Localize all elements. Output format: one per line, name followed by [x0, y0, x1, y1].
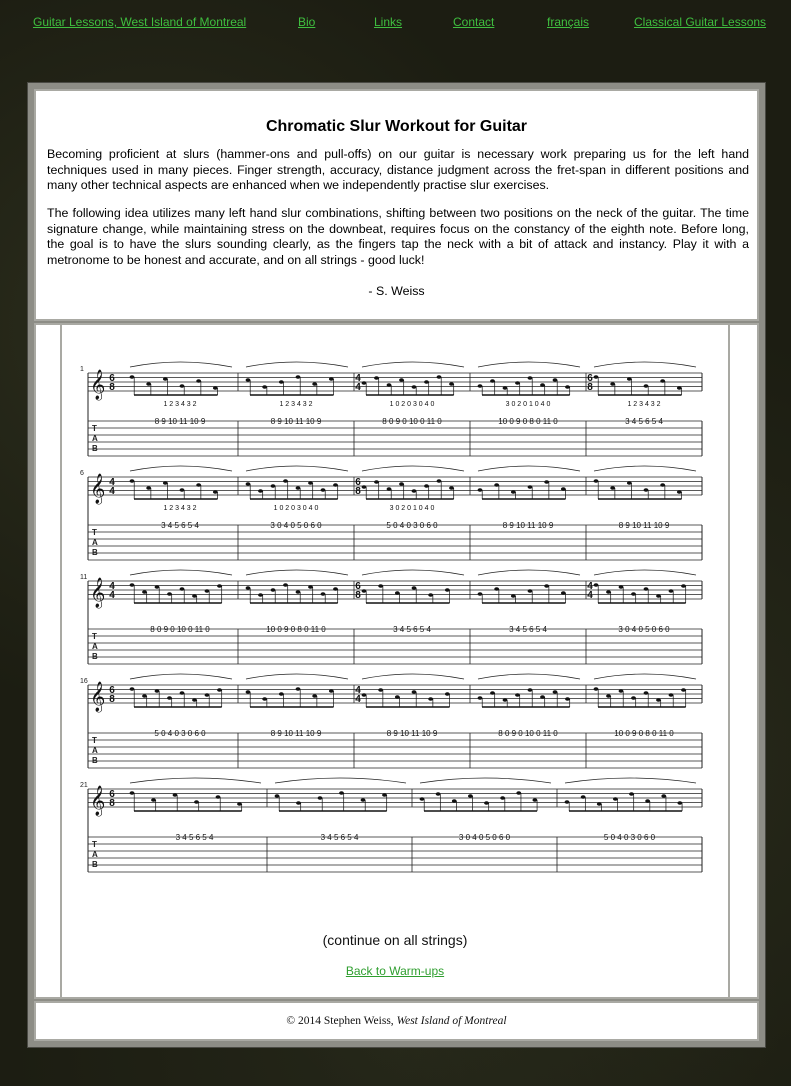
- note-head: [528, 376, 533, 380]
- tab-numbers: 10 0 9 0 8 0 11 0: [498, 417, 558, 426]
- slur-arc: [362, 674, 464, 679]
- note-head: [445, 692, 450, 696]
- tab-letter: A: [92, 642, 98, 651]
- note-head: [428, 593, 433, 597]
- note-head: [677, 801, 682, 805]
- note-head: [478, 384, 483, 388]
- content-frame: [27, 82, 766, 1048]
- note-head: [532, 798, 537, 802]
- note-head: [437, 479, 442, 483]
- note-head: [561, 487, 566, 491]
- note-head: [449, 486, 454, 490]
- slur-arc: [130, 362, 232, 367]
- note-head: [606, 590, 611, 594]
- note-head: [594, 583, 599, 587]
- score-panel: [34, 323, 759, 999]
- note-head: [283, 479, 288, 483]
- music-score: [62, 345, 724, 935]
- note-head: [656, 698, 661, 702]
- note-head: [258, 593, 263, 597]
- time-signature-bottom: 4: [355, 694, 361, 705]
- treble-clef: 𝄞: [90, 473, 106, 503]
- note-head: [565, 385, 570, 389]
- note-head: [660, 483, 665, 487]
- slur-arc: [130, 466, 232, 471]
- note-head: [629, 792, 634, 796]
- note-head: [540, 695, 545, 699]
- note-head: [329, 377, 334, 381]
- nav-link-bio[interactable]: Bio: [298, 15, 316, 29]
- note-head: [192, 698, 197, 702]
- tab-numbers: 8 0 9 0 10 0 11 0: [498, 729, 558, 738]
- note-head: [318, 796, 323, 800]
- note-head: [130, 479, 135, 483]
- nav-link-francais[interactable]: français: [547, 15, 590, 29]
- note-head: [644, 488, 649, 492]
- note-head: [395, 591, 400, 595]
- time-signature-top: 4: [109, 477, 115, 488]
- note-head: [321, 488, 326, 492]
- slur-arc: [478, 674, 580, 679]
- note-head: [494, 483, 499, 487]
- note-head: [490, 691, 495, 695]
- fingering: 1 2 3 4 3 2: [163, 401, 197, 408]
- note-head: [420, 797, 425, 801]
- tab-numbers: 8 9 10 11 10 9: [270, 729, 322, 738]
- note-head: [155, 689, 160, 693]
- note-head: [279, 692, 284, 696]
- slur-arc: [594, 674, 696, 679]
- note-head: [528, 589, 533, 593]
- note-head: [610, 382, 615, 386]
- note-head: [644, 587, 649, 591]
- note-head: [490, 379, 495, 383]
- slur-arc: [478, 362, 580, 367]
- note-head: [627, 377, 632, 381]
- fingering: 1 2 3 4 3 2: [163, 505, 197, 512]
- note-head: [205, 693, 210, 697]
- slur-arc: [420, 778, 551, 783]
- note-head: [194, 800, 199, 804]
- tab-letter: T: [92, 424, 97, 433]
- slur-arc: [246, 362, 348, 367]
- note-head: [130, 687, 135, 691]
- nav-link-contact[interactable]: Contact: [453, 15, 495, 29]
- note-head: [669, 693, 674, 697]
- note-head: [606, 694, 611, 698]
- tab-numbers: 8 9 10 11 10 9: [502, 521, 554, 530]
- fingering: 1 0 2 0 3 0 4 0: [273, 505, 319, 512]
- note-head: [378, 584, 383, 588]
- note-head: [484, 801, 489, 805]
- nav-link-classical-lessons[interactable]: Classical Guitar Lessons: [634, 15, 767, 29]
- note-head: [445, 588, 450, 592]
- note-head: [382, 793, 387, 797]
- note-head: [361, 798, 366, 802]
- note-head: [656, 594, 661, 598]
- note-head: [677, 490, 682, 494]
- note-head: [258, 489, 263, 493]
- treble-clef: 𝄞: [90, 369, 106, 399]
- tab-numbers: 8 9 10 11 10 9: [386, 729, 438, 738]
- note-head: [378, 688, 383, 692]
- note-head: [163, 481, 168, 485]
- note-head: [180, 587, 185, 591]
- tab-numbers: 3 4 5 6 5 4: [161, 521, 199, 530]
- note-head: [424, 484, 429, 488]
- note-head: [436, 792, 441, 796]
- back-to-warmups-link[interactable]: Back to Warm-ups: [345, 964, 445, 978]
- tab-letter: A: [92, 746, 98, 755]
- tab-numbers: 3 4 5 6 5 4: [393, 625, 431, 634]
- slur-arc: [130, 570, 232, 575]
- note-head: [296, 801, 301, 805]
- measure-number: 16: [80, 678, 88, 685]
- note-head: [412, 489, 417, 493]
- tab-letter: B: [92, 756, 98, 765]
- note-head: [515, 693, 520, 697]
- tab-numbers: 8 9 10 11 10 9: [270, 417, 322, 426]
- note-head: [237, 802, 242, 806]
- note-head: [540, 383, 545, 387]
- top-nav: [0, 0, 791, 40]
- note-head: [478, 592, 483, 596]
- treble-clef: 𝄞: [90, 785, 106, 815]
- time-signature-top: 6: [109, 685, 115, 696]
- treble-clef: 𝄞: [90, 577, 106, 607]
- note-head: [362, 381, 367, 385]
- note-head: [217, 584, 222, 588]
- time-signature-bottom: 8: [109, 798, 115, 809]
- note-head: [279, 380, 284, 384]
- note-head: [516, 791, 521, 795]
- note-head: [553, 690, 558, 694]
- note-head: [395, 695, 400, 699]
- note-head: [494, 587, 499, 591]
- tab-letter: B: [92, 444, 98, 453]
- note-head: [374, 480, 379, 484]
- note-head: [246, 690, 251, 694]
- tab-numbers: 10 0 9 0 8 0 11 0: [266, 625, 326, 634]
- note-head: [246, 482, 251, 486]
- note-head: [333, 483, 338, 487]
- tab-letter: T: [92, 840, 97, 849]
- tab-numbers: 8 0 9 0 10 0 11 0: [150, 625, 210, 634]
- fingering: 3 0 2 0 1 0 4 0: [505, 401, 551, 408]
- note-head: [213, 386, 218, 390]
- tab-letter: T: [92, 528, 97, 537]
- note-head: [619, 689, 624, 693]
- slur-arc: [565, 778, 696, 783]
- note-head: [339, 791, 344, 795]
- note-head: [362, 485, 367, 489]
- time-signature-top: 4: [355, 685, 361, 696]
- note-head: [296, 486, 301, 490]
- nav-link-links[interactable]: Links: [374, 15, 403, 29]
- note-head: [669, 589, 674, 593]
- note-head: [399, 482, 404, 486]
- tab-letter: T: [92, 736, 97, 745]
- note-head: [581, 795, 586, 799]
- note-head: [155, 585, 160, 589]
- note-head: [412, 385, 417, 389]
- time-signature-bottom: 8: [355, 486, 361, 497]
- time-signature-top: 6: [355, 581, 361, 592]
- note-head: [192, 594, 197, 598]
- slur-arc: [275, 778, 406, 783]
- note-head: [437, 375, 442, 379]
- note-head: [478, 488, 483, 492]
- tab-letter: T: [92, 632, 97, 641]
- measure-number: 11: [80, 574, 88, 581]
- note-head: [374, 376, 379, 380]
- copyright-text: © 2014 Stephen Weiss,: [286, 1015, 394, 1027]
- intro-paragraph-2: The following idea utilizes many left hand slur combinations, shifting between two positions on the neck of the guitar. The time signature change, while maintaining stress on the downbeat, requires focus on the constancy of the eighth note. Before long, the goal is to have the slurs sounding clearly, as the fingers tap the neck with a bit of attack and instancy. Play it with a metronome to be honest and accurate, and on all strings - good luck!: [47, 206, 749, 267]
- tab-numbers: 10 0 9 0 8 0 11 0: [614, 729, 674, 738]
- note-head: [262, 697, 267, 701]
- note-head: [428, 697, 433, 701]
- note-head: [196, 379, 201, 383]
- slur-arc: [478, 466, 580, 471]
- note-head: [424, 380, 429, 384]
- slur-arc: [362, 466, 464, 471]
- note-head: [594, 479, 599, 483]
- note-head: [180, 691, 185, 695]
- note-head: [503, 386, 508, 390]
- note-head: [511, 490, 516, 494]
- note-head: [308, 585, 313, 589]
- note-head: [565, 800, 570, 804]
- note-head: [362, 693, 367, 697]
- slur-arc: [246, 570, 348, 575]
- note-head: [146, 486, 151, 490]
- note-head: [478, 696, 483, 700]
- note-head: [173, 793, 178, 797]
- note-head: [142, 590, 147, 594]
- time-signature-top: 6: [587, 373, 593, 384]
- note-head: [296, 590, 301, 594]
- note-head: [321, 592, 326, 596]
- fingering: 1 2 3 4 3 2: [627, 401, 661, 408]
- note-head: [167, 592, 172, 596]
- slur-arc: [478, 570, 580, 575]
- tab-numbers: 3 4 5 6 5 4: [625, 417, 663, 426]
- note-head: [661, 794, 666, 798]
- tab-letter: A: [92, 538, 98, 547]
- note-head: [627, 481, 632, 485]
- note-head: [329, 689, 334, 693]
- note-head: [515, 381, 520, 385]
- tab-numbers: 3 0 4 0 5 0 6 0: [270, 521, 322, 530]
- tab-numbers: 5 0 4 0 3 0 6 0: [386, 521, 438, 530]
- intro-panel: [34, 89, 759, 321]
- author-signature: - S. Weiss: [368, 284, 425, 298]
- footer-panel: [34, 1001, 759, 1041]
- note-head: [544, 480, 549, 484]
- note-head: [296, 375, 301, 379]
- tab-letter: A: [92, 434, 98, 443]
- tab-numbers: 8 9 10 11 10 9: [618, 521, 670, 530]
- slur-arc: [130, 778, 261, 783]
- note-head: [130, 791, 135, 795]
- note-head: [644, 384, 649, 388]
- note-head: [677, 386, 682, 390]
- note-head: [660, 379, 665, 383]
- intro-paragraph-1: Becoming proficient at slurs (hammer-ons and pull-offs) on our guitar is necessary work preparing us for the left hand techniques used in many pieces. Finger strength, accuracy, distance judgment across the fret-span in different positions and many other technical aspects are enhanced when we independently practise slur exercises.: [47, 147, 749, 192]
- time-signature-top: 6: [355, 477, 361, 488]
- note-head: [283, 583, 288, 587]
- note-head: [246, 378, 251, 382]
- note-head: [613, 797, 618, 801]
- note-head: [553, 378, 558, 382]
- note-head: [412, 690, 417, 694]
- time-signature-bottom: 4: [355, 382, 361, 393]
- note-head: [271, 484, 276, 488]
- copyright: [36, 1015, 757, 1027]
- note-head: [387, 487, 392, 491]
- note-head: [130, 375, 135, 379]
- note-head: [312, 694, 317, 698]
- note-head: [528, 688, 533, 692]
- note-head: [213, 490, 218, 494]
- treble-clef: 𝄞: [90, 681, 106, 711]
- note-head: [561, 591, 566, 595]
- tab-letter: A: [92, 850, 98, 859]
- note-head: [308, 481, 313, 485]
- note-head: [387, 383, 392, 387]
- tab-numbers: 3 0 4 0 5 0 6 0: [458, 833, 511, 842]
- note-head: [180, 488, 185, 492]
- measure-number: 6: [80, 470, 84, 477]
- note-head: [216, 795, 221, 799]
- note-head: [681, 584, 686, 588]
- tab-numbers: 3 4 5 6 5 4: [175, 833, 214, 842]
- tab-numbers: 5 0 4 0 3 0 6 0: [154, 729, 206, 738]
- note-head: [180, 384, 185, 388]
- fingering: 1 0 2 0 3 0 4 0: [389, 401, 435, 408]
- time-signature-bottom: 8: [109, 694, 115, 705]
- copyright-place: West Island of Montreal: [396, 1015, 507, 1027]
- note-head: [565, 697, 570, 701]
- note-head: [631, 696, 636, 700]
- note-head: [333, 587, 338, 591]
- time-signature-bottom: 4: [587, 590, 593, 601]
- time-signature-bottom: 4: [109, 590, 115, 601]
- score-area: [60, 325, 730, 997]
- note-head: [412, 586, 417, 590]
- note-head: [644, 691, 649, 695]
- time-signature-top: 4: [109, 581, 115, 592]
- note-head: [167, 696, 172, 700]
- note-head: [275, 794, 280, 798]
- note-head: [146, 382, 151, 386]
- note-head: [511, 594, 516, 598]
- time-signature-top: 6: [109, 789, 115, 800]
- measure-number: 21: [80, 782, 88, 789]
- note-head: [271, 588, 276, 592]
- note-head: [130, 583, 135, 587]
- note-head: [528, 485, 533, 489]
- note-head: [362, 589, 367, 593]
- time-signature-bottom: 4: [109, 486, 115, 497]
- note-head: [163, 377, 168, 381]
- note-head: [681, 688, 686, 692]
- nav-link-guitar-lessons[interactable]: Guitar Lessons, West Island of Montreal: [33, 15, 247, 29]
- time-signature-top: 4: [587, 581, 593, 592]
- note-head: [645, 799, 650, 803]
- note-head: [142, 694, 147, 698]
- slur-arc: [130, 674, 232, 679]
- note-head: [619, 585, 624, 589]
- tab-letter: B: [92, 548, 98, 557]
- time-signature-bottom: 8: [355, 590, 361, 601]
- slur-arc: [246, 674, 348, 679]
- tab-numbers: 5 0 4 0 3 0 6 0: [603, 833, 656, 842]
- page-title: Chromatic Slur Workout for Guitar: [265, 118, 528, 135]
- note-head: [631, 592, 636, 596]
- note-head: [594, 687, 599, 691]
- note-head: [399, 378, 404, 382]
- note-head: [262, 385, 267, 389]
- tab-numbers: 8 0 9 0 10 0 11 0: [382, 417, 442, 426]
- tab-letter: B: [92, 860, 98, 869]
- slur-arc: [594, 570, 696, 575]
- time-signature-bottom: 8: [109, 382, 115, 393]
- tab-letter: B: [92, 652, 98, 661]
- time-signature-top: 6: [109, 373, 115, 384]
- note-head: [452, 799, 457, 803]
- note-head: [196, 483, 201, 487]
- tab-numbers: 3 0 4 0 5 0 6 0: [618, 625, 670, 634]
- note-head: [500, 796, 505, 800]
- note-head: [503, 698, 508, 702]
- slur-arc: [594, 362, 696, 367]
- note-head: [544, 584, 549, 588]
- slur-arc: [362, 570, 464, 575]
- measure-number: 1: [80, 366, 84, 373]
- fingering: 3 0 2 0 1 0 4 0: [389, 505, 435, 512]
- note-head: [151, 798, 156, 802]
- slur-arc: [594, 466, 696, 471]
- note-head: [205, 589, 210, 593]
- tab-numbers: 3 4 5 6 5 4: [509, 625, 547, 634]
- note-head: [610, 486, 615, 490]
- note-head: [217, 688, 222, 692]
- time-signature-bottom: 8: [587, 382, 593, 393]
- time-signature-top: 4: [355, 373, 361, 384]
- note-head: [449, 382, 454, 386]
- tab-numbers: 3 4 5 6 5 4: [320, 833, 359, 842]
- slur-arc: [246, 466, 348, 471]
- tab-numbers: 8 9 10 11 10 9: [154, 417, 206, 426]
- fingering: 1 2 3 4 3 2: [279, 401, 313, 408]
- note-head: [468, 794, 473, 798]
- note-head: [296, 687, 301, 691]
- note-head: [597, 802, 602, 806]
- note-head: [594, 375, 599, 379]
- note-head: [246, 586, 251, 590]
- note-head: [312, 382, 317, 386]
- slur-arc: [362, 362, 464, 367]
- continue-note: (continue on all strings): [322, 932, 468, 948]
